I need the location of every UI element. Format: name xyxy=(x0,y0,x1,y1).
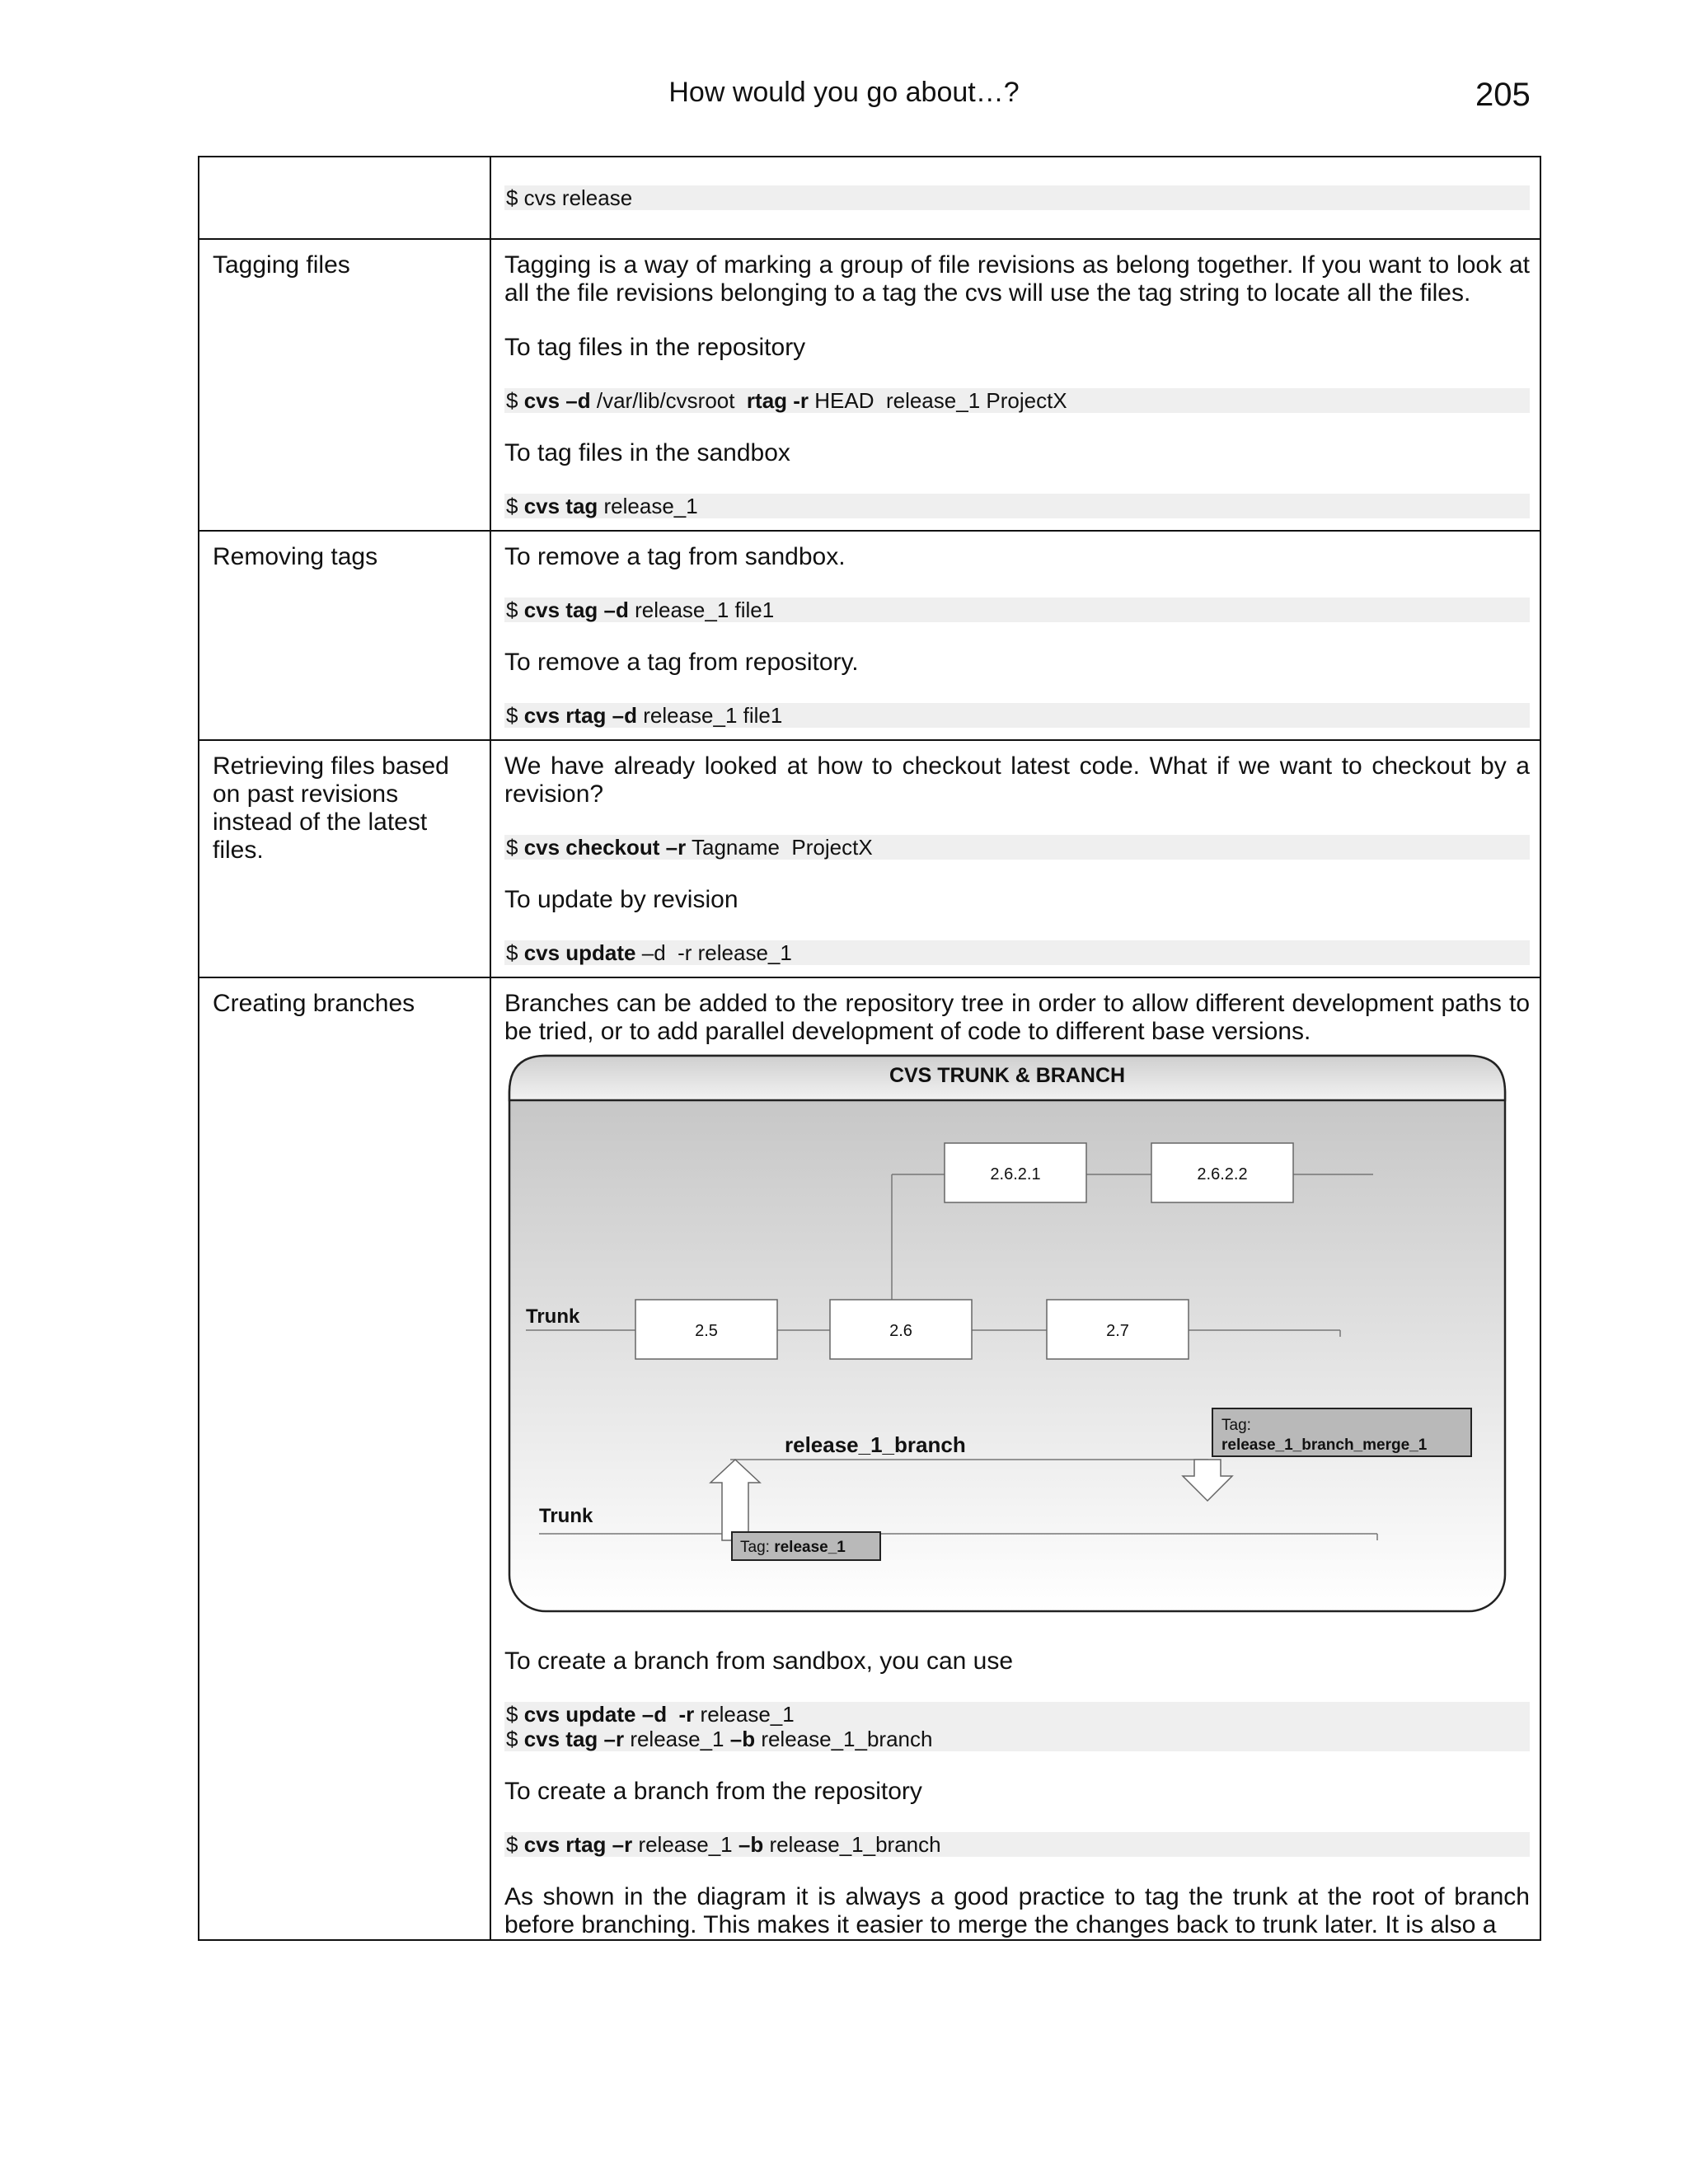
tag-merge-prefix: Tag: xyxy=(1221,1417,1251,1434)
revision-label: 2.6 xyxy=(889,1322,912,1340)
diagram-svg xyxy=(508,1054,1507,1615)
retrieving-intro: We have already looked at how to checkout latest code. What if we want to checkout by a revision? xyxy=(504,752,1530,808)
cmd-prompt: $ xyxy=(506,940,524,965)
branch-practice-text: As shown in the diagram it is always a good practice to tag the trunk at the root of branch before branching. This makes it easier to merge the changes back to trunk later. It is also a xyxy=(504,1883,1530,1938)
branches-intro: Branches can be added to the repository tree in order to allow different development paths to be tried, or to add parallel development of code to different base versions. xyxy=(504,990,1530,1045)
command-cvs-release: $ cvs release xyxy=(504,185,1530,210)
cmd-arg: –d -r release_1 xyxy=(635,940,792,965)
command-rtag-delete xyxy=(504,703,1530,728)
cmd-keyword: cvs tag –d xyxy=(523,598,629,622)
row-label-creating-branches: Creating branches xyxy=(199,977,490,1940)
cmd-prompt: $ xyxy=(506,835,524,860)
table-row xyxy=(199,531,1540,740)
tag-root-prefix: Tag: xyxy=(740,1539,775,1556)
cmd-prompt: $ xyxy=(506,494,524,518)
cmd-keyword: cvs tag xyxy=(523,494,598,518)
row-content-branches xyxy=(490,977,1540,1940)
cmd-prompt: $ xyxy=(506,388,524,413)
revision-label: 2.7 xyxy=(1106,1322,1129,1340)
table-row xyxy=(199,157,1540,239)
tag-merge-name: release_1_branch_merge_1 xyxy=(1221,1436,1428,1454)
row-content-tagging xyxy=(490,239,1540,531)
revision-label: 2.5 xyxy=(695,1322,718,1340)
cmd-arg: Tagname ProjectX xyxy=(686,835,873,860)
cmd-prompt: $ xyxy=(506,598,524,622)
revision-label: 2.6.2.2 xyxy=(1197,1165,1248,1183)
tagging-intro: Tagging is a way of marking a group of file revisions as belong together. If you want to look at all the file revisions belonging to a tag the cvs will use the tag string to locate all the files. xyxy=(504,251,1530,307)
command-branch-sandbox xyxy=(504,1702,1530,1751)
table-row xyxy=(199,977,1540,1940)
row-content xyxy=(490,157,1540,239)
cmd-keyword: –b xyxy=(738,1832,764,1857)
row-label-tagging-files: Tagging files xyxy=(199,239,490,531)
cmd-arg: release_1_branch xyxy=(763,1832,941,1857)
command-branch-repo xyxy=(504,1832,1530,1857)
table-row xyxy=(199,239,1540,531)
command-checkout-revision xyxy=(504,835,1530,860)
update-revision-heading: To update by revision xyxy=(504,886,738,913)
cmd-arg: release_1 xyxy=(598,494,698,518)
tag-root-text xyxy=(740,1539,846,1556)
row-content-retrieving xyxy=(490,740,1540,977)
cmd-arg: release_1_branch xyxy=(755,1727,933,1751)
remove-sandbox-heading: To remove a tag from sandbox. xyxy=(504,543,846,570)
tag-repo-heading: To tag files in the repository xyxy=(504,334,806,361)
cmd-keyword: cvs tag –r xyxy=(523,1727,625,1751)
tag-sandbox-heading: To tag files in the sandbox xyxy=(504,439,790,466)
cmd-prompt: $ xyxy=(506,1832,524,1857)
command-tag-delete xyxy=(504,598,1530,622)
cmd-keyword: cvs rtag –d xyxy=(523,703,637,728)
command-update-revision xyxy=(504,940,1530,965)
branch-name-label: release_1_branch xyxy=(785,1432,966,1457)
table-row xyxy=(199,740,1540,977)
row-content-removing xyxy=(490,531,1540,740)
cmd-keyword: rtag -r xyxy=(746,388,809,413)
row-label-retrieving: Retrieving files based on past revisions instead of the latest files. xyxy=(199,740,490,977)
tag-root-name: release_1 xyxy=(774,1539,846,1556)
command-rtag-repo xyxy=(504,388,1530,413)
cmd-keyword: cvs rtag –r xyxy=(523,1832,633,1857)
cmd-keyword: cvs update –d -r xyxy=(523,1702,695,1727)
cmd-arg: /var/lib/cvsroot xyxy=(590,388,747,413)
cmd-prompt: $ xyxy=(506,703,524,728)
cmd-arg: release_1 file1 xyxy=(636,703,783,728)
cmd-arg: release_1 xyxy=(624,1727,730,1751)
cmd-arg: release_1 xyxy=(694,1702,795,1727)
cmd-prompt: $ xyxy=(506,1727,524,1751)
row-label-removing-tags: Removing tags xyxy=(199,531,490,740)
cmd-keyword: cvs checkout –r xyxy=(523,835,687,860)
row-label-empty xyxy=(199,157,490,239)
cmd-arg: release_1 file1 xyxy=(628,598,775,622)
cmd-line-tag-branch xyxy=(506,1727,1530,1751)
cmd-keyword: cvs update xyxy=(523,940,636,965)
cvs-trunk-branch-diagram xyxy=(508,1054,1507,1615)
reference-table xyxy=(198,156,1541,1941)
cmd-line-update xyxy=(506,1702,1530,1727)
cmd-keyword: cvs –d xyxy=(523,388,591,413)
cmd-arg: release_1 xyxy=(632,1832,738,1857)
cmd-arg: HEAD release_1 ProjectX xyxy=(809,388,1067,413)
revision-label: 2.6.2.1 xyxy=(990,1165,1041,1183)
page-number: 205 xyxy=(1475,77,1531,113)
trunk-label-top: Trunk xyxy=(526,1305,580,1328)
command-tag-sandbox xyxy=(504,494,1530,518)
cmd-keyword: –b xyxy=(729,1727,756,1751)
branch-sandbox-heading: To create a branch from sandbox, you can use xyxy=(504,1647,1014,1675)
diagram-title: CVS TRUNK & BRANCH xyxy=(889,1064,1126,1087)
trunk-label-bottom: Trunk xyxy=(539,1505,593,1527)
remove-repo-heading: To remove a tag from repository. xyxy=(504,649,859,676)
branch-repo-heading: To create a branch from the repository xyxy=(504,1778,922,1805)
page-header-title: How would you go about…? xyxy=(668,77,1020,108)
cmd-prompt: $ xyxy=(506,1702,524,1727)
